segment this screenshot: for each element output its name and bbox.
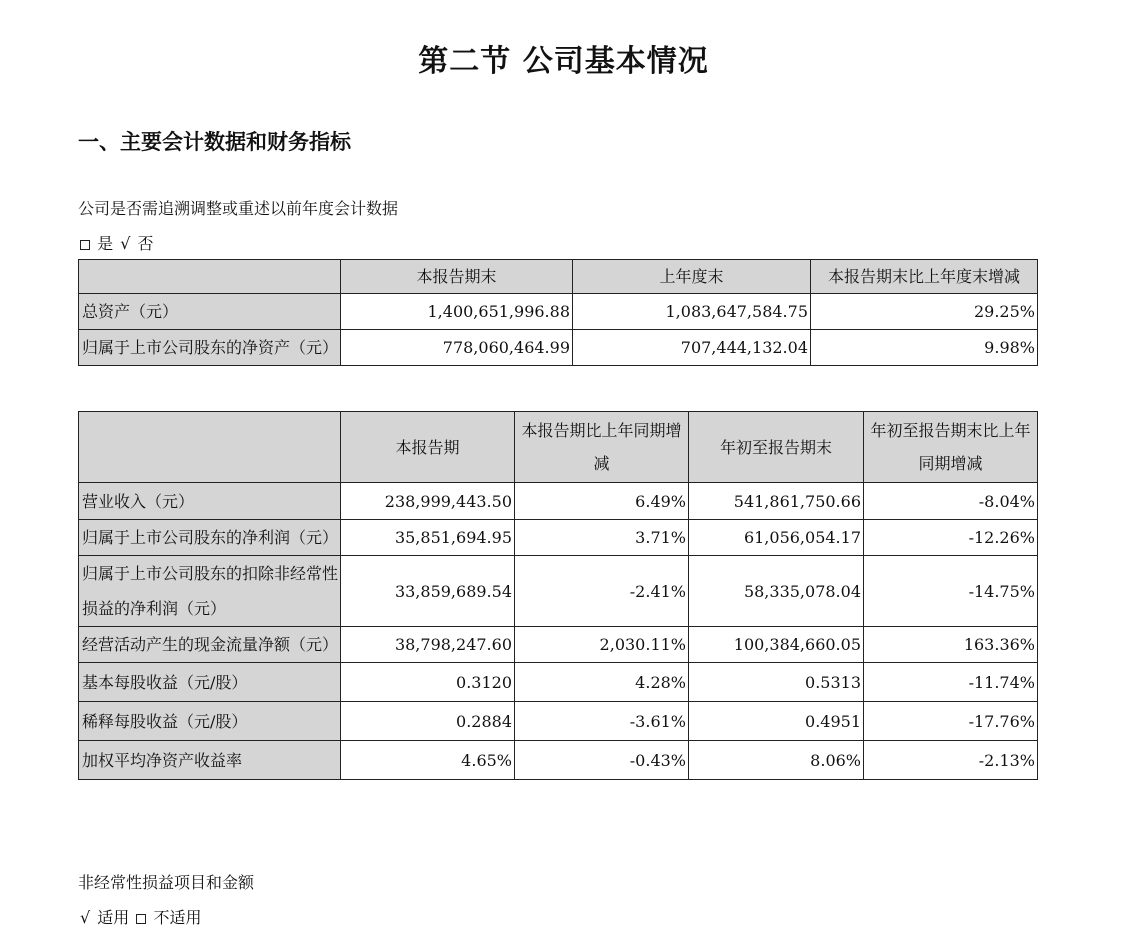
table-cell: 33,859,689.54 xyxy=(341,556,515,627)
table-cell: -0.43% xyxy=(515,741,689,780)
table-cell: 8.06% xyxy=(689,741,864,780)
income-table xyxy=(78,411,1038,780)
applicable-options xyxy=(78,905,202,928)
table-cell: 163.36% xyxy=(864,627,1038,663)
table-cell: -3.61% xyxy=(515,702,689,741)
table-cell: 541,861,750.66 xyxy=(689,483,864,520)
restate-options xyxy=(78,231,154,254)
balance-table xyxy=(78,259,1038,366)
nonrecurring-heading: 非经常性损益项目和金额 xyxy=(78,873,255,892)
table-row xyxy=(79,702,1038,741)
row-label: 归属于上市公司股东的扣除非经常性损益的净利润（元） xyxy=(79,556,341,627)
table-cell: 778,060,464.99 xyxy=(341,330,573,366)
table-cell: 0.2884 xyxy=(341,702,515,741)
option-not-applicable-label: 不适用 xyxy=(153,908,202,927)
table-cell: 2,030.11% xyxy=(515,627,689,663)
table-cell: -14.75% xyxy=(864,556,1038,627)
restate-question: 公司是否需追溯调整或重述以前年度会计数据 xyxy=(78,199,399,218)
table-cell: -11.74% xyxy=(864,663,1038,702)
table-row xyxy=(79,330,1038,366)
table-cell: -2.41% xyxy=(515,556,689,627)
option-no-label: 否 xyxy=(137,234,154,253)
column-header: 年初至报告期末比上年同期增减 xyxy=(864,412,1038,483)
section-heading: 一、主要会计数据和财务指标 xyxy=(78,130,351,154)
table-cell: 35,851,694.95 xyxy=(341,520,515,556)
table-cell: 61,056,054.17 xyxy=(689,520,864,556)
table-cell: 3.71% xyxy=(515,520,689,556)
row-label: 稀释每股收益（元/股） xyxy=(79,702,341,741)
table-header-row xyxy=(79,260,1038,294)
row-label: 加权平均净资产收益率 xyxy=(79,741,341,780)
table-cell: 707,444,132.04 xyxy=(573,330,811,366)
table-header-row xyxy=(79,412,1038,483)
table-cell: 9.98% xyxy=(811,330,1038,366)
option-yes-label: 是 xyxy=(97,234,114,253)
page-title: 第二节 公司基本情况 xyxy=(418,44,709,79)
column-header: 本报告期 xyxy=(341,412,515,483)
table-cell: 4.65% xyxy=(341,741,515,780)
table-cell: 1,400,651,996.88 xyxy=(341,294,573,330)
table-cell: 29.25% xyxy=(811,294,1038,330)
table-row xyxy=(79,294,1038,330)
header-corner xyxy=(79,412,341,483)
table-cell: -2.13% xyxy=(864,741,1038,780)
row-label: 归属于上市公司股东的净资产（元） xyxy=(79,330,341,366)
column-header: 年初至报告期末 xyxy=(689,412,864,483)
checkmark-icon[interactable]: √ xyxy=(120,234,131,253)
table-row xyxy=(79,627,1038,663)
checkmark-icon[interactable]: √ xyxy=(80,908,91,927)
table-cell: 6.49% xyxy=(515,483,689,520)
table-cell: -17.76% xyxy=(864,702,1038,741)
table-cell: 0.5313 xyxy=(689,663,864,702)
table-row xyxy=(79,483,1038,520)
table-cell: 0.3120 xyxy=(341,663,515,702)
table-row xyxy=(79,741,1038,780)
row-label: 经营活动产生的现金流量净额（元） xyxy=(79,627,341,663)
table-cell: 38,798,247.60 xyxy=(341,627,515,663)
column-header: 本报告期末 xyxy=(341,260,573,294)
header-corner xyxy=(79,260,341,294)
table-cell: 1,083,647,584.75 xyxy=(573,294,811,330)
row-label: 基本每股收益（元/股） xyxy=(79,663,341,702)
table-row xyxy=(79,520,1038,556)
table-cell: 4.28% xyxy=(515,663,689,702)
option-applicable-label: 适用 xyxy=(97,908,130,927)
checkbox-empty-icon[interactable] xyxy=(80,240,90,250)
table-cell: 238,999,443.50 xyxy=(341,483,515,520)
table-row xyxy=(79,663,1038,702)
column-header: 上年度末 xyxy=(573,260,811,294)
row-label: 归属于上市公司股东的净利润（元） xyxy=(79,520,341,556)
row-label: 总资产（元） xyxy=(79,294,341,330)
table-cell: 100,384,660.05 xyxy=(689,627,864,663)
table-cell: 58,335,078.04 xyxy=(689,556,864,627)
checkbox-empty-icon[interactable] xyxy=(136,914,146,924)
table-cell: 0.4951 xyxy=(689,702,864,741)
column-header: 本报告期比上年同期增减 xyxy=(515,412,689,483)
row-label: 营业收入（元） xyxy=(79,483,341,520)
table-cell: -12.26% xyxy=(864,520,1038,556)
table-cell: -8.04% xyxy=(864,483,1038,520)
table-row xyxy=(79,556,1038,627)
column-header: 本报告期末比上年度末增减 xyxy=(811,260,1038,294)
